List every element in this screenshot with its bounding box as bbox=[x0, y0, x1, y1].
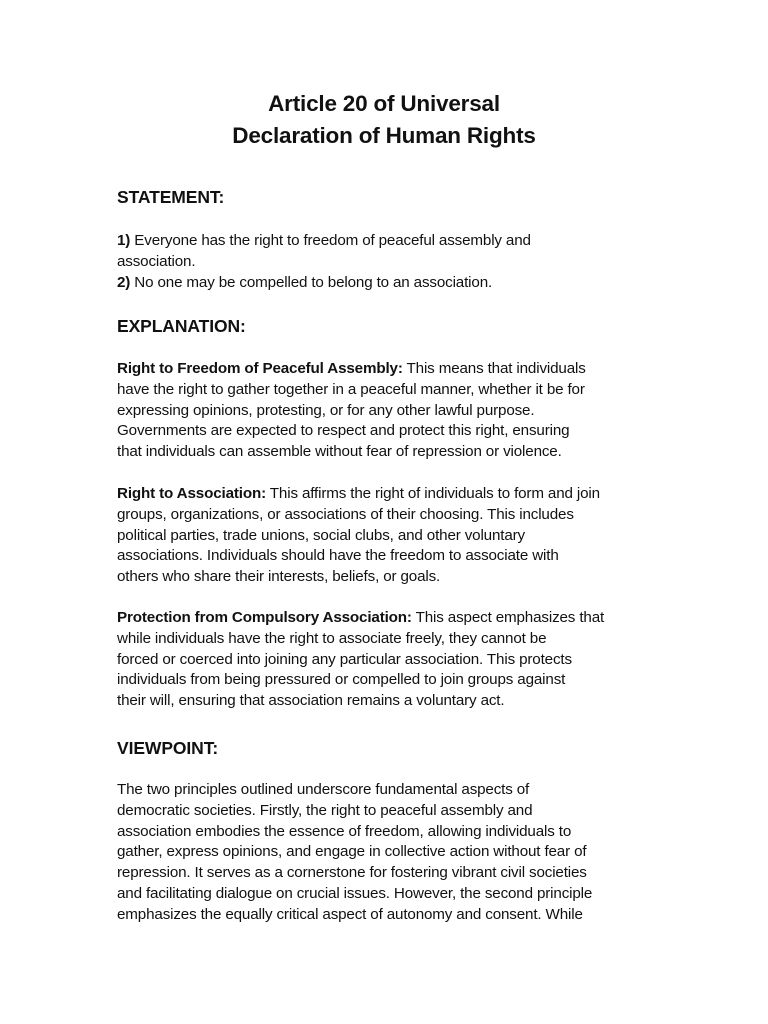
explanation-protection-paragraph bbox=[117, 608, 662, 712]
paragraph-line: while individuals have the right to associate freely, they cannot be bbox=[117, 629, 547, 647]
explanation-assembly-paragraph bbox=[117, 359, 662, 463]
paragraph-line: and facilitating dialogue on crucial issues. However, the second principle bbox=[117, 884, 593, 902]
paragraph-line: association embodies the essence of freedom, allowing individuals to bbox=[117, 822, 572, 840]
paragraph-line: others who share their interests, beliefs, or goals. bbox=[117, 568, 441, 586]
explanation-heading: EXPLANATION: bbox=[117, 316, 246, 336]
association-lead: Right to Association: bbox=[117, 485, 266, 502]
explanation-association-paragraph bbox=[117, 484, 662, 588]
statement-item-1-number: 1) bbox=[117, 232, 131, 249]
statement-item-1 bbox=[117, 231, 662, 252]
title-line-1: Article 20 of Universal bbox=[268, 91, 500, 116]
paragraph-line: that individuals can assemble without fear of repression or violence. bbox=[117, 443, 562, 461]
title-line-2: Declaration of Human Rights bbox=[232, 123, 536, 148]
paragraph-line: have the right to gather together in a peaceful manner, whether it be for bbox=[117, 380, 585, 398]
paragraph-line: forced or coerced into joining any particular association. This protects bbox=[117, 650, 572, 668]
statement-item-2 bbox=[117, 273, 662, 294]
paragraph-line bbox=[117, 484, 662, 505]
paragraph-line: Governments are expected to respect and protect this right, ensuring bbox=[117, 422, 570, 440]
statement-item-2-number: 2) bbox=[117, 273, 131, 291]
paragraph-line: individuals from being pressured or compelled to join groups against bbox=[117, 671, 566, 689]
viewpoint-paragraph bbox=[117, 780, 662, 926]
paragraph-line: groups, organizations, or associations of their choosing. This includes bbox=[117, 505, 574, 523]
paragraph-line: political parties, trade unions, social clubs, and other voluntary bbox=[117, 526, 525, 544]
paragraph-line bbox=[117, 608, 662, 629]
statement-list bbox=[117, 231, 662, 293]
paragraph-line: expressing opinions, protesting, or for any other lawful purpose. bbox=[117, 401, 535, 419]
paragraph-line: gather, express opinions, and engage in collective action without fear of bbox=[117, 843, 587, 861]
paragraph-line bbox=[117, 359, 662, 380]
assembly-lead: Right to Freedom of Peaceful Assembly: bbox=[117, 360, 403, 377]
document-title bbox=[0, 88, 768, 152]
statement-item-1-continued: association. bbox=[117, 252, 196, 270]
statement-item-1-text: Everyone has the right to freedom of peaceful assembly and bbox=[130, 232, 531, 249]
paragraph-line: The two principles outlined underscore fundamental aspects of bbox=[117, 781, 530, 798]
paragraph-line: their will, ensuring that association remains a voluntary act. bbox=[117, 692, 505, 710]
viewpoint-heading: VIEWPOINT: bbox=[117, 738, 219, 758]
paragraph-line: associations. Individuals should have the freedom to associate with bbox=[117, 547, 559, 565]
statement-item-2-text: No one may be compelled to belong to an association. bbox=[130, 273, 493, 291]
paragraph-line: emphasizes the equally critical aspect of autonomy and consent. While bbox=[117, 905, 583, 923]
paragraph-text: This means that individuals bbox=[402, 360, 586, 377]
paragraph-text: This affirms the right of individuals to form and join bbox=[266, 485, 600, 502]
paragraph-text: This aspect emphasizes that bbox=[411, 609, 605, 626]
statement-heading: STATEMENT: bbox=[117, 187, 225, 207]
paragraph-line: democratic societies. Firstly, the right to peaceful assembly and bbox=[117, 801, 533, 819]
protection-lead: Protection from Compulsory Association: bbox=[117, 609, 412, 626]
paragraph-line: repression. It serves as a cornerstone for fostering vibrant civil societies bbox=[117, 864, 587, 882]
